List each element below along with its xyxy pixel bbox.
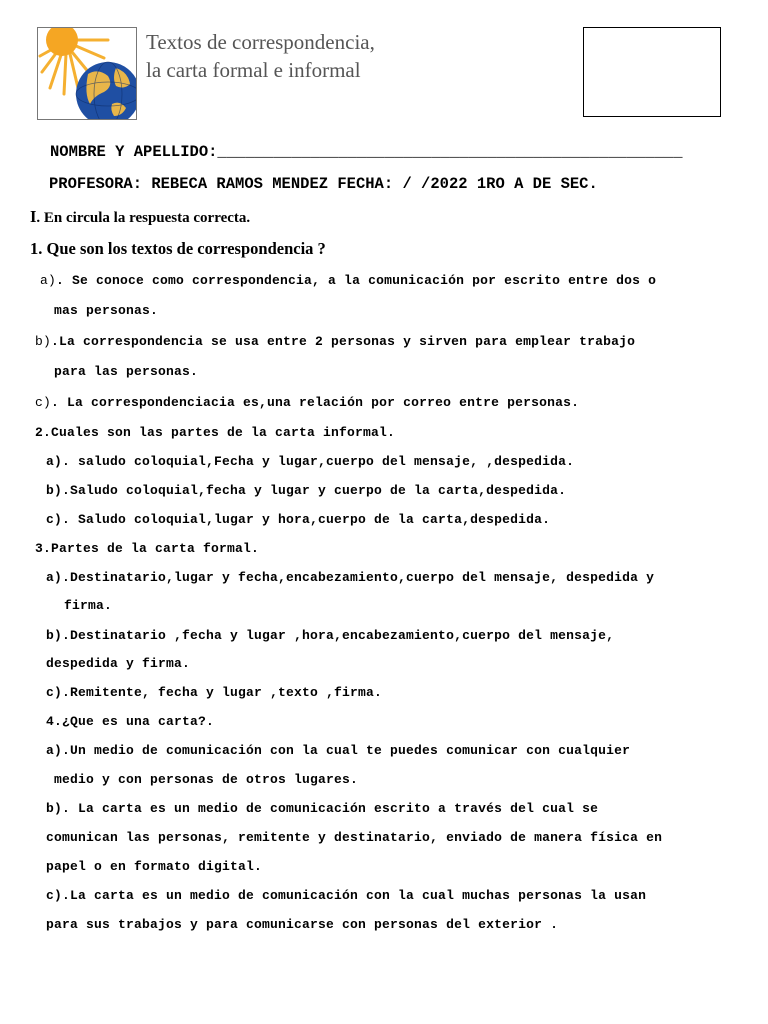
q4-option-a-line1: a).Un medio de comunicación con la cual te puedes comunicar con cualquier	[46, 743, 631, 758]
question-3-title: 3.Partes de la carta formal.	[35, 541, 260, 556]
q3-option-b-line2: despedida y firma.	[46, 656, 191, 671]
sun-globe-logo	[37, 27, 137, 120]
q1-option-c-label: c)	[35, 395, 52, 410]
question-2-title: 2.Cuales son las partes de la carta informal.	[35, 425, 396, 440]
q1-option-c	[35, 395, 579, 410]
instructions	[30, 207, 250, 227]
q1-option-b-text: .La correspondencia se usa entre 2 personas y sirven para emplear trabajo	[51, 334, 636, 349]
grade-box	[583, 27, 721, 117]
q1-option-b-label: b)	[35, 334, 52, 349]
q2-option-b: b).Saludo coloquial,fecha y lugar y cuerpo de la carta,despedida.	[46, 483, 567, 498]
q4-option-b-line1: b). La carta es un medio de comunicación escrito a través del cual se	[46, 801, 599, 816]
name-field-line: NOMBRE Y APELLIDO:__________________________________________________	[50, 143, 683, 161]
q4-option-a-line2: medio y con personas de otros lugares.	[54, 772, 359, 787]
sun-globe-icon	[38, 28, 136, 119]
q1-option-a-line1	[40, 273, 656, 288]
q1-option-b-line1	[35, 334, 635, 349]
q1-option-c-text: . La correspondenciacia es,una relación por correo entre personas.	[51, 395, 580, 410]
q4-option-b-line2: comunican las personas, remitente y destinatario, enviado de manera física en	[46, 830, 663, 845]
q1-option-b-line2: para las personas.	[54, 364, 199, 379]
instructions-roman: I	[30, 207, 37, 226]
q4-option-c-line2: para sus trabajos y para comunicarse con personas del exterior .	[46, 917, 559, 932]
instructions-text: . En circula la respuesta correcta.	[36, 210, 251, 226]
teacher-date-line: PROFESORA: REBECA RAMOS MENDEZ FECHA: / /2022 1RO A DE SEC.	[49, 175, 598, 193]
q2-option-c: c). Saludo coloquial,lugar y hora,cuerpo de la carta,despedida.	[46, 512, 551, 527]
question-4-title: 4.¿Que es una carta?.	[46, 714, 215, 729]
q1-option-a-text: . Se conoce como correspondencia, a la comunicación por escrito entre dos o	[56, 273, 657, 288]
q4-option-c-line1: c).La carta es un medio de comunicación con la cual muchas personas la usan	[46, 888, 647, 903]
document-title-line1: Textos de correspondencia,	[146, 30, 375, 54]
question-1-title: 1. Que son los textos de correspondencia ?	[30, 239, 326, 258]
q3-option-c: c).Remitente, fecha y lugar ,texto ,firma.	[46, 685, 383, 700]
document-title-line2: la carta formal e informal	[146, 58, 361, 82]
q1-option-a-line2: mas personas.	[54, 303, 159, 318]
q4-option-b-line3: papel o en formato digital.	[46, 859, 263, 874]
q3-option-b-line1: b).Destinatario ,fecha y lugar ,hora,encabezamiento,cuerpo del mensaje,	[46, 628, 615, 643]
q2-option-a: a). saludo coloquial,Fecha y lugar,cuerpo del mensaje, ,despedida.	[46, 454, 575, 469]
q3-option-a-line1: a).Destinatario,lugar y fecha,encabezamiento,cuerpo del mensaje, despedida y	[46, 570, 655, 585]
q1-option-a-label: a)	[40, 273, 57, 288]
q3-option-a-line2: firma.	[64, 598, 113, 613]
